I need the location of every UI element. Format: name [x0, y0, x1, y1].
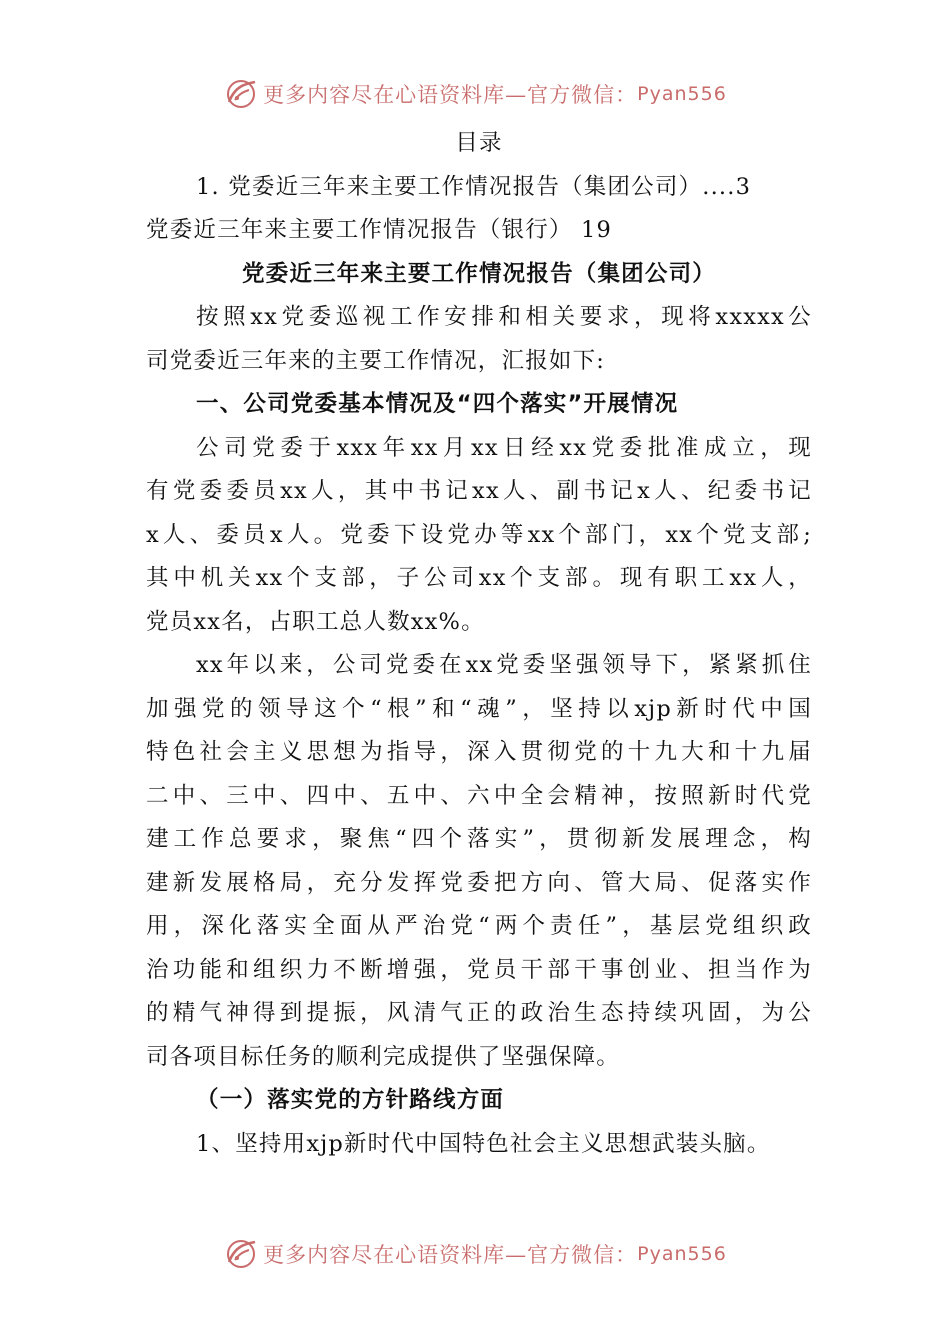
para2-line-8: 治功能和组织力不断增强，党员干部干事创业、担当作为 — [146, 956, 812, 983]
watermark-logo-icon — [223, 76, 259, 112]
watermark-wechat-id: Pyan556 — [637, 83, 727, 105]
toc-entry-2[interactable]: 党委近三年来主要工作情况报告（银行） 19 — [146, 217, 612, 243]
para2-line-2: 加强党的领导这个“根”和“魂”，坚持以xjp新时代中国 — [146, 695, 812, 722]
para2-line-5: 建工作总要求，聚焦“四个落实”，贯彻新发展理念，构 — [146, 826, 812, 852]
watermark-header — [0, 76, 950, 112]
para2-line-9: 的精气神得到提振，风清气正的政治生态持续巩固，为公 — [146, 1000, 812, 1026]
para2-line-6: 建新发展格局，充分发挥党委把方向、管大局、促落实作 — [146, 869, 812, 896]
para1-line-1: 公司党委于xxx年xx月xx日经xx党委批准成立，现 — [196, 434, 812, 461]
para1-line-5: 党员xx名，占职工总人数xx%。 — [146, 608, 485, 635]
intro-line-1: 按照xx党委巡视工作安排和相关要求，现将xxxxx公 — [196, 304, 812, 330]
para2-line-1: xx年以来，公司党委在xx党委坚强领导下，紧紧抓住 — [196, 652, 812, 678]
item-1: 1、坚持用xjp新时代中国特色社会主义思想武装头脑。 — [196, 1130, 771, 1157]
watermark-text: 更多内容尽在心语资料库—官方微信： — [263, 1243, 638, 1267]
document-body — [146, 122, 812, 1166]
para2-line-4: 二中、三中、四中、五中、六中全会精神，按照新时代党 — [146, 782, 812, 809]
section-1-heading: 一、公司党委基本情况及“四个落实”开展情况 — [196, 391, 679, 417]
subsection-1-heading: （一）落实党的方针路线方面 — [196, 1087, 505, 1113]
toc-title: 目录 — [455, 130, 503, 156]
para2-line-7: 用，深化落实全面从严治党“两个责任”，基层党组织政 — [146, 913, 812, 939]
para1-line-3: x人、委员x人。党委下设党办等xx个部门，xx个党支部; — [146, 521, 812, 548]
report-title: 党委近三年来主要工作情况报告（集团公司） — [241, 260, 716, 287]
watermark-wechat-id: Pyan556 — [637, 1243, 727, 1265]
para2-line-10: 司各项目标任务的顺利完成提供了坚强保障。 — [146, 1043, 621, 1070]
watermark-footer — [0, 1236, 950, 1272]
para1-line-2: 有党委委员xx人，其中书记xx人、副书记x人、纪委书记 — [146, 478, 812, 504]
watermark-text: 更多内容尽在心语资料库—官方微信： — [263, 83, 638, 107]
intro-line-2: 司党委近三年来的主要工作情况，汇报如下: — [146, 347, 606, 374]
watermark-logo-icon — [223, 1236, 259, 1272]
para2-line-3: 特色社会主义思想为指导，深入贯彻党的十九大和十九届 — [146, 739, 812, 765]
toc-entry-1[interactable]: 1. 党委近三年来主要工作情况报告（集团公司）....3 — [196, 173, 752, 200]
para1-line-4: 其中机关xx个支部，子公司xx个支部。现有职工xx人， — [146, 565, 812, 591]
